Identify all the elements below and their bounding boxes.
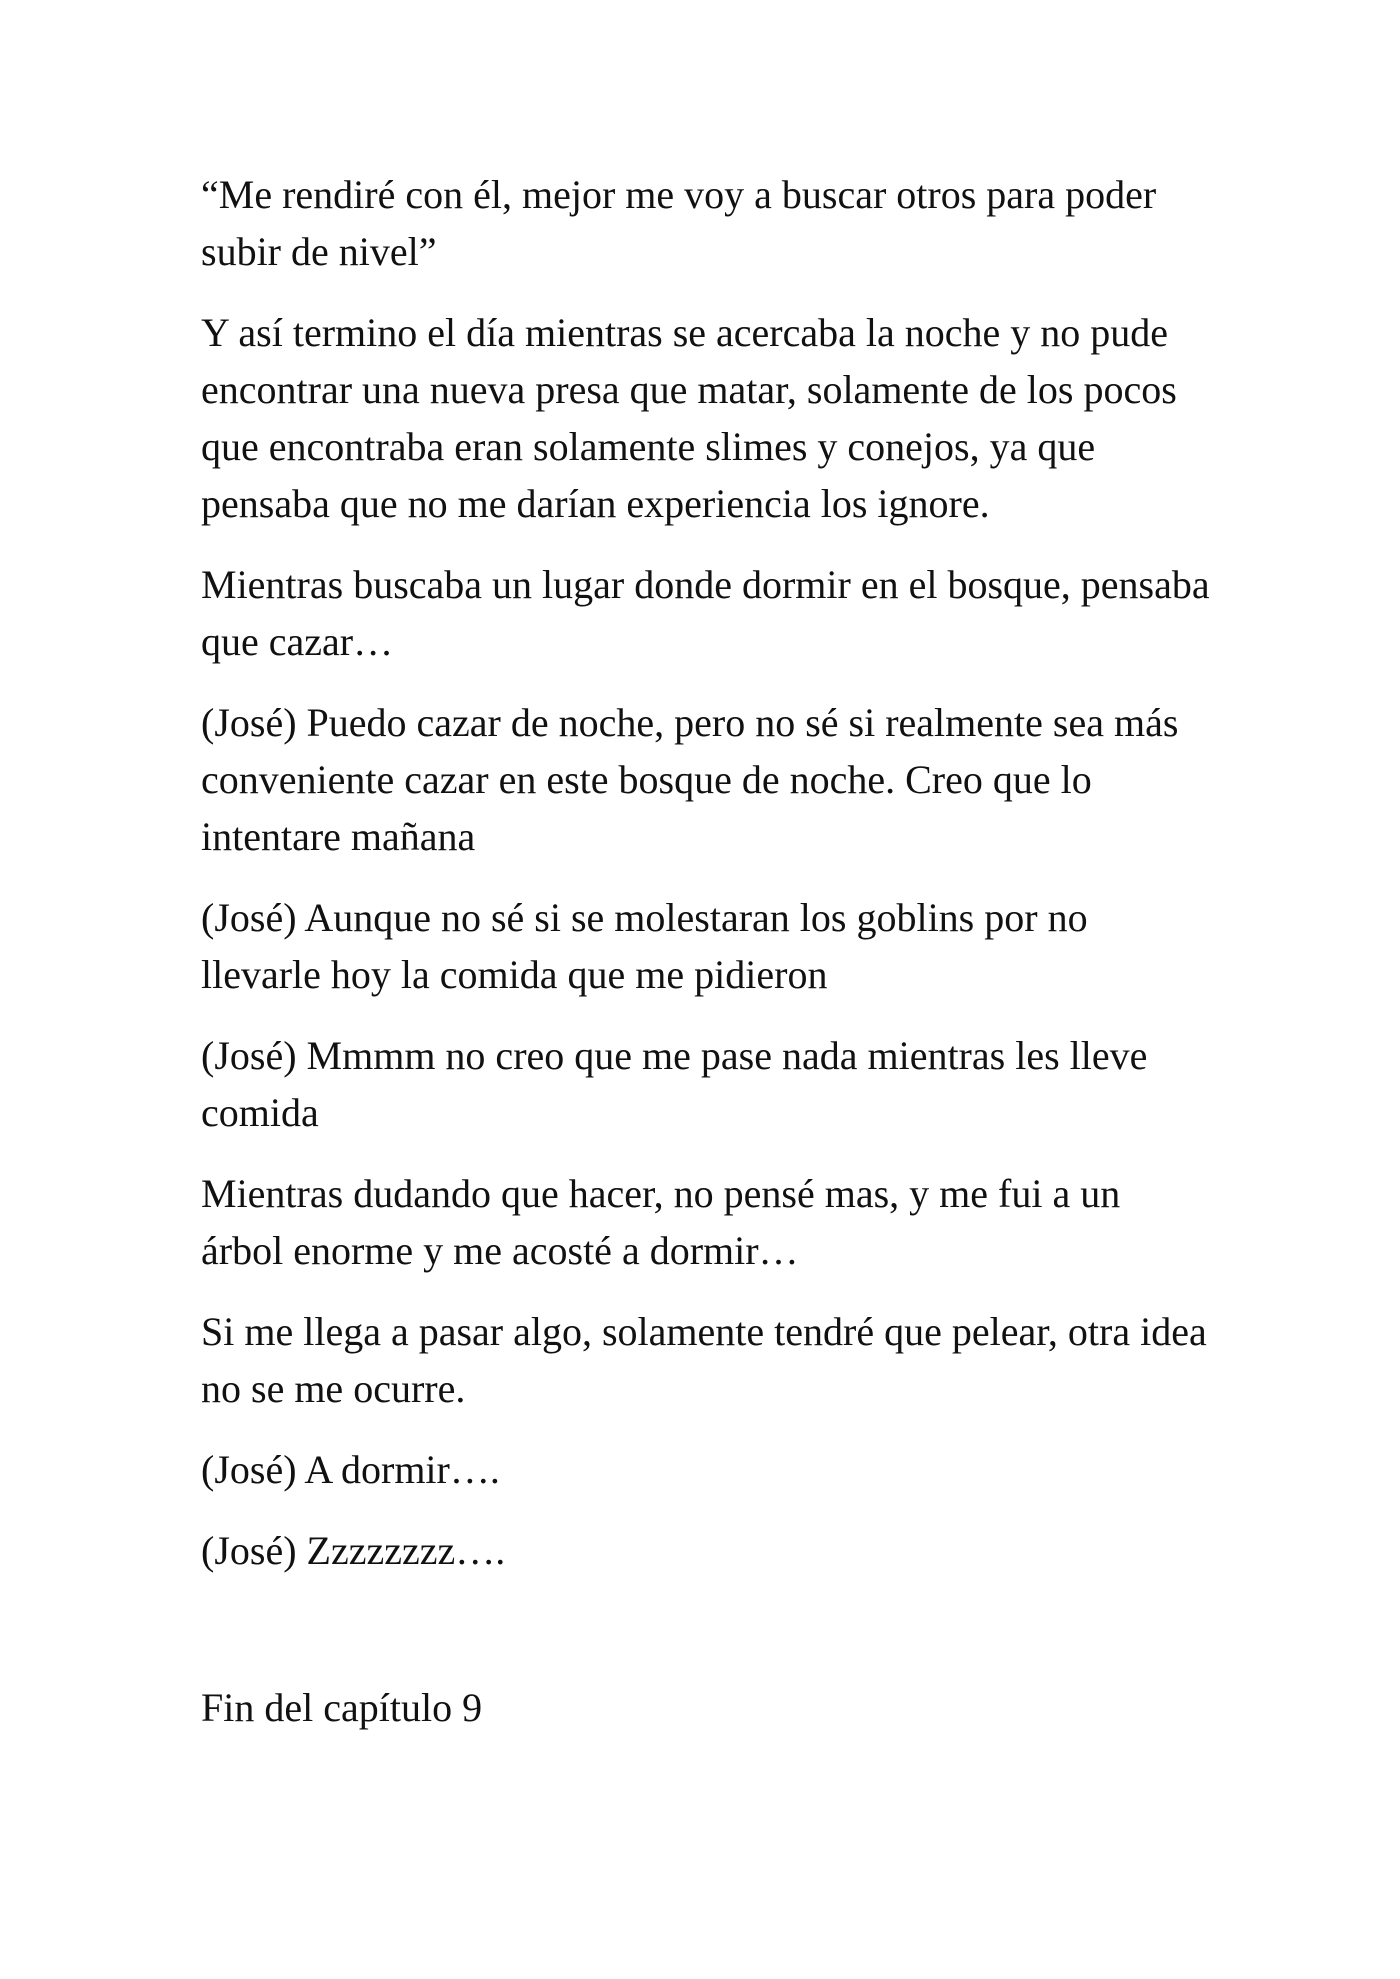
paragraph-8: Si me llega a pasar algo, solamente tendré que pelear, otra idea no se me ocurre.: [201, 1309, 1207, 1411]
paragraph-6: (José) Mmmm no creo que me pase nada mientras les lleve comida: [201, 1033, 1148, 1135]
text-body: [201, 166, 1210, 1736]
paragraph-5: (José) Aunque no sé si se molestaran los goblins por no llevarle hoy la comida que me pidieron: [201, 895, 1088, 997]
chapter-end: Fin del capítulo 9: [201, 1685, 483, 1730]
paragraph-4: (José) Puedo cazar de noche, pero no sé si realmente sea más conveniente cazar en este bosque de noche. Creo que lo intentare mañana: [201, 700, 1179, 859]
paragraph-9: (José) A dormir….: [201, 1447, 500, 1492]
paragraph-3: Mientras buscaba un lugar donde dormir en el bosque, pensaba que cazar…: [201, 562, 1210, 664]
paragraph-7: Mientras dudando que hacer, no pensé mas, y me fui a un árbol enorme y me acosté a dormir…: [201, 1171, 1121, 1273]
paragraph-1: “Me rendiré con él, mejor me voy a buscar otros para poder subir de nivel”: [201, 172, 1157, 274]
paragraph-2: Y así termino el día mientras se acercaba la noche y no pude encontrar una nueva presa que matar, solamente de los pocos que encontraba eran solamente slimes y conejos, ya que pensaba que no me darían experiencia los ignore.: [201, 310, 1177, 526]
paragraph-10: (José) Zzzzzzzz….: [201, 1528, 506, 1573]
